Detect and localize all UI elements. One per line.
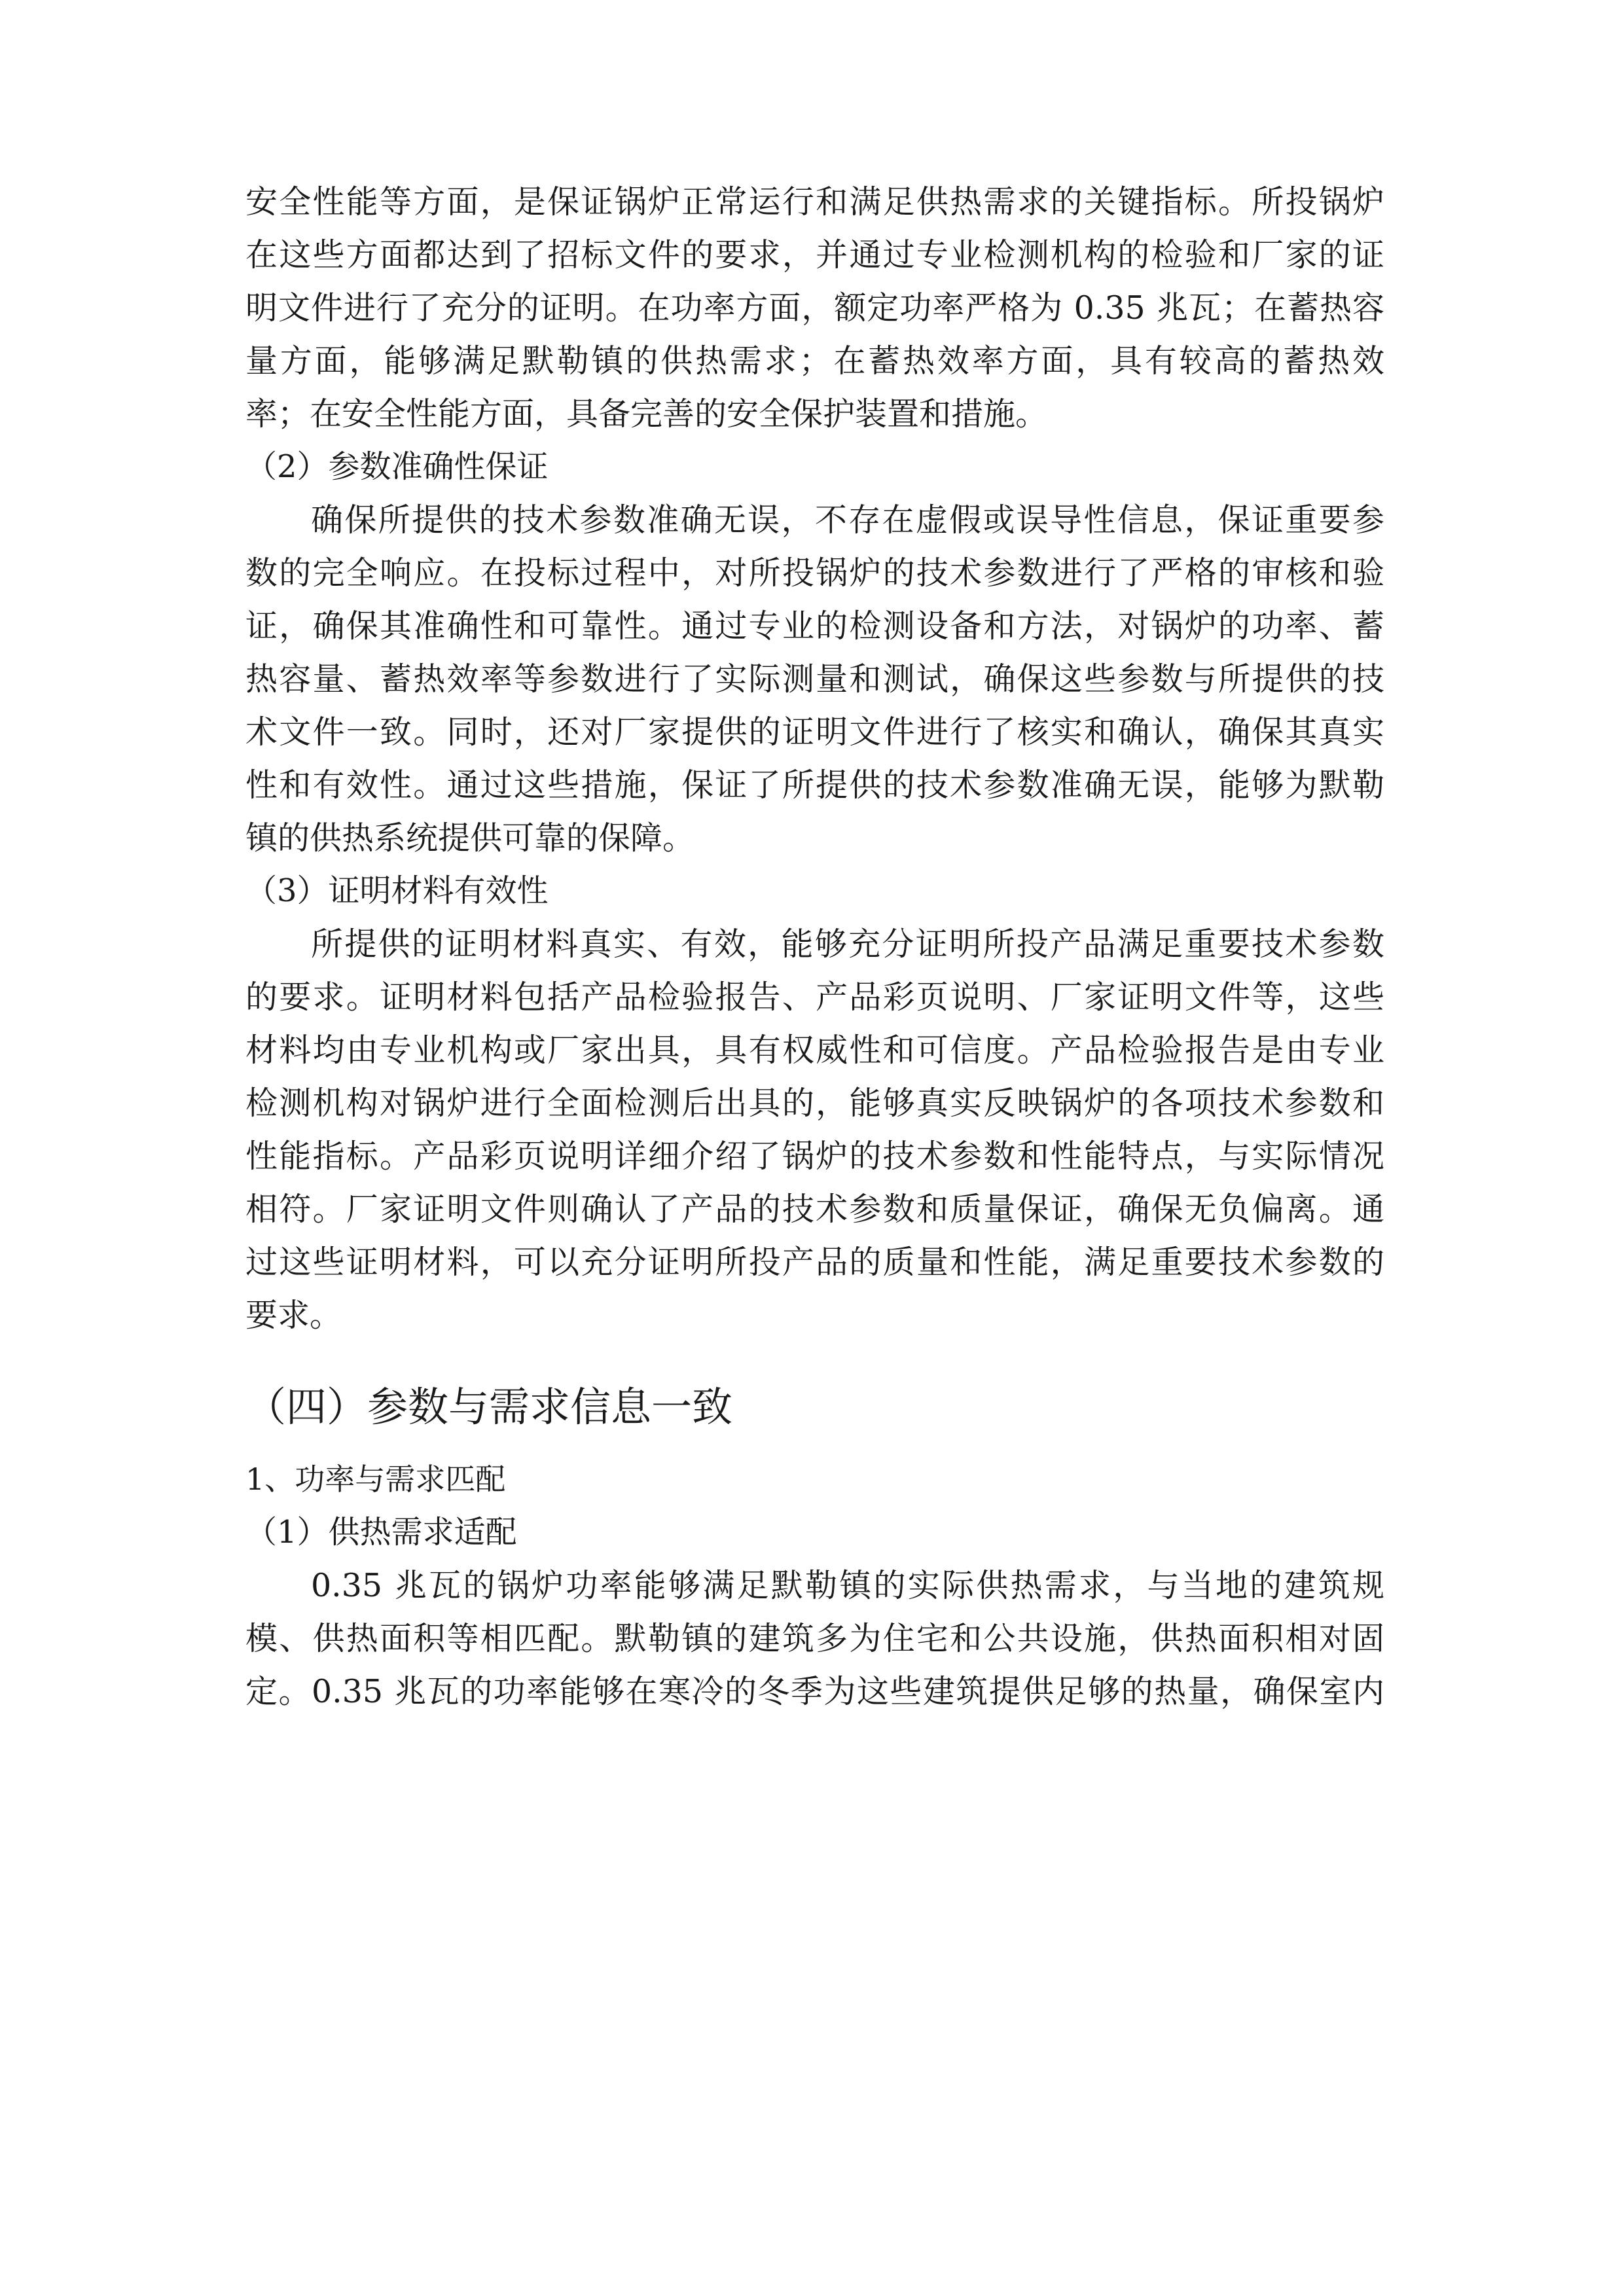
paragraph-line: 模、供热面积等相匹配。默勒镇的建筑多为住宅和公共设施，供热面积相对固 xyxy=(245,1620,1384,1657)
paragraph-line: 数的完全响应。在投标过程中，对所投锅炉的技术参数进行了严格的审核和验 xyxy=(245,554,1384,592)
paragraph-line: 明文件进行了充分的证明。在功率方面，额定功率严格为 0.35 兆瓦；在蓄热容 xyxy=(245,289,1384,327)
paragraph-line: 相符。厂家证明文件则确认了产品的技术参数和质量保证，确保无负偏离。通 xyxy=(245,1191,1384,1228)
paragraph-line: 率；在安全性能方面，具备完善的安全保护装置和措施。 xyxy=(245,395,1048,433)
paragraph-line: 要求。 xyxy=(245,1297,342,1334)
paragraph-line: 安全性能等方面，是保证锅炉正常运行和满足供热需求的关键指标。所投锅炉 xyxy=(245,183,1384,221)
paragraph-line: 的要求。证明材料包括产品检验报告、产品彩页说明、厂家证明文件等，这些 xyxy=(245,978,1384,1016)
subheading-heating-demand: （1）供热需求适配 xyxy=(245,1514,517,1551)
paragraph-line: 0.35 兆瓦的锅炉功率能够满足默勒镇的实际供热需求，与当地的建筑规 xyxy=(311,1567,1384,1604)
subheading-proof-validity: （3）证明材料有效性 xyxy=(245,872,549,909)
document-body xyxy=(245,175,1384,1718)
paragraph-line: 镇的供热系统提供可靠的保障。 xyxy=(245,819,695,857)
paragraph-line: 性和有效性。通过这些措施，保证了所提供的技术参数准确无误，能够为默勒 xyxy=(245,766,1384,804)
paragraph-line: 所提供的证明材料真实、有效，能够充分证明所投产品满足重要技术参数 xyxy=(311,925,1384,963)
paragraph-line: 量方面，能够满足默勒镇的供热需求；在蓄热效率方面，具有较高的蓄热效 xyxy=(245,342,1384,380)
section-heading-four: （四）参数与需求信息一致 xyxy=(245,1383,733,1431)
paragraph-line: 性能指标。产品彩页说明详细介绍了锅炉的技术参数和性能特点，与实际情况 xyxy=(245,1138,1384,1175)
paragraph-line: 在这些方面都达到了招标文件的要求，并通过专业检测机构的检验和厂家的证 xyxy=(245,236,1384,274)
paragraph-heating-demand xyxy=(245,1559,1384,1718)
paragraph-line: 材料均由专业机构或厂家出具，具有权威性和可信度。产品检验报告是由专业 xyxy=(245,1031,1384,1069)
paragraph-line: 术文件一致。同时，还对厂家提供的证明文件进行了核实和确认，确保其真实 xyxy=(245,713,1384,751)
paragraph-line: 定。0.35 兆瓦的功率能够在寒冷的冬季为这些建筑提供足够的热量，确保室内 xyxy=(245,1673,1384,1710)
paragraph-line: 证，确保其准确性和可靠性。通过专业的检测设备和方法，对锅炉的功率、蓄 xyxy=(245,607,1384,645)
paragraph-line: 检测机构对锅炉进行全面检测后出具的，能够真实反映锅炉的各项技术参数和 xyxy=(245,1085,1384,1122)
paragraph-line: 确保所提供的技术参数准确无误，不存在虚假或误导性信息，保证重要参 xyxy=(311,501,1384,539)
paragraph-parameter-accuracy xyxy=(245,493,1384,865)
subheading-parameter-accuracy: （2）参数准确性保证 xyxy=(245,448,549,485)
paragraph-line: 过这些证明材料，可以充分证明所投产品的质量和性能，满足重要技术参数的 xyxy=(245,1244,1384,1281)
paragraph-performance-summary xyxy=(245,175,1384,440)
item-heading-power-match: 1、功率与需求匹配 xyxy=(245,1462,506,1497)
paragraph-proof-validity xyxy=(245,918,1384,1342)
paragraph-line: 热容量、蓄热效率等参数进行了实际测量和测试，确保这些参数与所提供的技 xyxy=(245,660,1384,698)
